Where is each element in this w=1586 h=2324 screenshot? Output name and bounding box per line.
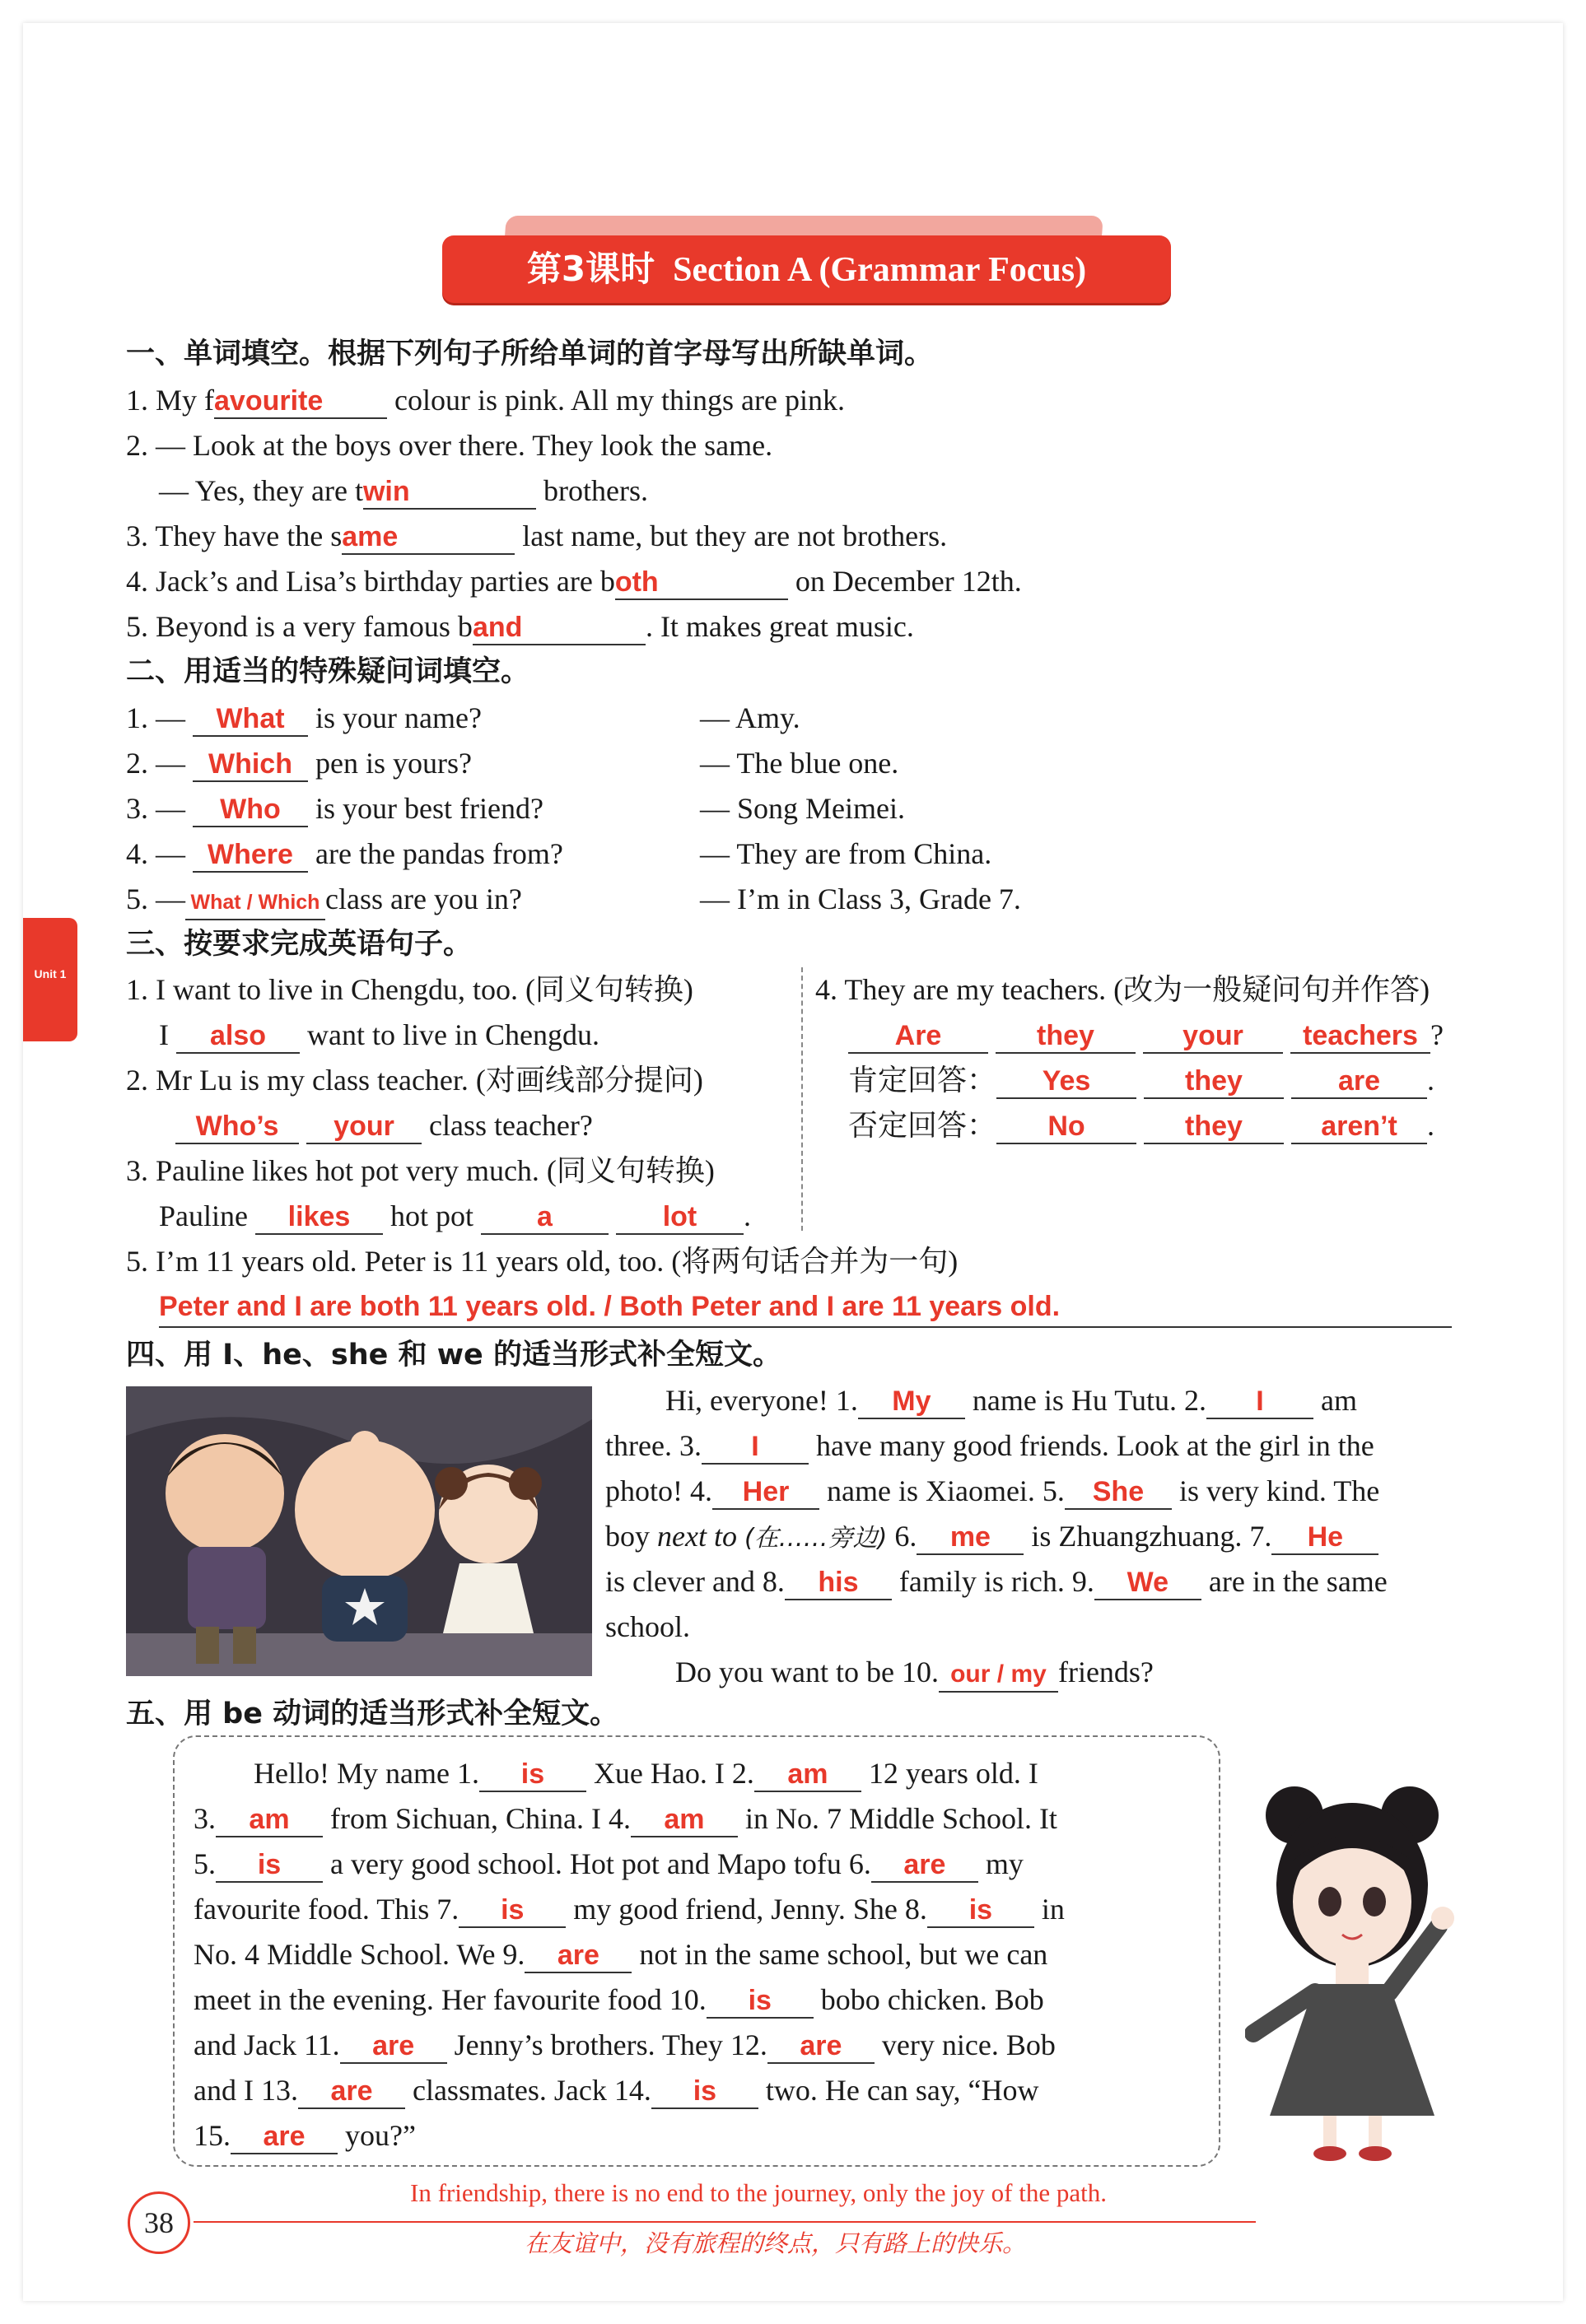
part4-heading: 四、用 I、he、she 和 we 的适当形式补全短文。	[126, 1339, 781, 1372]
p1-q2a: 2. — Look at the boys over there. They look the same.	[126, 429, 773, 462]
p5-line7: and Jack 11. are Jenny’s brothers. They 12. are very nice. Bob	[194, 2025, 1056, 2065]
answer: Where	[208, 839, 293, 870]
answer: they	[1185, 1111, 1243, 1142]
column-divider	[801, 967, 803, 1231]
answer: avourite	[214, 385, 324, 417]
p5-line6: meet in the evening. Her favourite food 10. is bobo chicken. Bob	[194, 1980, 1044, 2019]
answer: his	[818, 1567, 859, 1598]
p5-line4: favourite food. This 7. is my good friend, Jenny. She 8. is in	[194, 1889, 1065, 1929]
p5-line8: and I 13. are classmates. Jack 14. is two. He can say, “How	[194, 2070, 1038, 2110]
part5-heading: 五、用 be 动词的适当形式补全短文。	[126, 1698, 619, 1730]
answer: My	[892, 1386, 931, 1417]
p4-line2: three. 3. I have many good friends. Look at the girl in the	[605, 1426, 1374, 1465]
p3-q5: 5. I’m 11 years old. Peter is 11 years old, too. (将两句话合并为一句)	[126, 1245, 959, 1278]
p2-q2: 2. — Which pen is yours?	[126, 743, 472, 783]
title-banner	[442, 235, 1171, 303]
p5-line3: 5. is a very good school. Hot pot and Mapo tofu 6. are my	[194, 1844, 1024, 1884]
answer: your	[1183, 1020, 1243, 1051]
answer: Peter and I are both 11 years old. / Both Peter and I are 11 years old.	[159, 1291, 1061, 1322]
answer: lot	[662, 1201, 697, 1232]
answer: and	[472, 612, 523, 643]
answer: teachers	[1303, 1020, 1418, 1051]
page-number: 38	[128, 2191, 190, 2254]
p3-q1-answer: I also want to live in Chengdu.	[159, 1015, 599, 1055]
answer: are	[557, 1940, 599, 1971]
p2-a3: — Song Meimei.	[700, 792, 905, 825]
answer: are	[263, 2121, 306, 2152]
p3-q2-answer: Who’s your class teacher?	[175, 1106, 593, 1145]
p2-q1: 1. — What is your name?	[126, 698, 482, 738]
answer: Who’s	[195, 1111, 279, 1142]
cartoon-kids-image	[126, 1386, 592, 1676]
answer: No	[1047, 1111, 1085, 1142]
part3-heading: 三、按要求完成英语句子。	[126, 928, 473, 961]
answer: We	[1127, 1567, 1169, 1598]
answer: your	[334, 1111, 394, 1142]
p2-q5: 5. — What / Which class are you in?	[126, 879, 522, 920]
cartoon-kids-illustration	[126, 1386, 592, 1676]
p3-q4-question: Are they your teachers ?	[848, 1015, 1444, 1055]
lesson-title: 第3课时 Section A (Grammar Focus)	[526, 249, 1087, 289]
answer: am	[664, 1804, 705, 1835]
answer: they	[1037, 1020, 1094, 1051]
p1-q2b: — Yes, they are twin brothers.	[159, 471, 648, 510]
p3-q3: 3. Pauline likes hot pot very much. (同义句转换)	[126, 1154, 715, 1187]
p3-q3-answer: Pauline likes hot pot a lot .	[159, 1196, 751, 1236]
p5-line5: No. 4 Middle School. We 9. are not in the same school, but we can	[194, 1935, 1047, 1974]
p4-line3: photo! 4. Her name is Xiaomei. 5. She is very kind. The	[605, 1471, 1379, 1511]
p3-q5-answer-line	[159, 1286, 1452, 1328]
p2-q4: 4. — Where are the pandas from?	[126, 834, 563, 873]
p3-q2: 2. Mr Lu is my class teacher. (对画线部分提问)	[126, 1064, 703, 1097]
answer: Are	[894, 1020, 942, 1051]
answer: What / Which	[190, 891, 320, 914]
answer: Yes	[1042, 1065, 1091, 1097]
p2-a5: — I’m in Class 3, Grade 7.	[700, 883, 1021, 915]
answer: win	[362, 476, 410, 507]
answer: I	[751, 1431, 759, 1462]
answer: She	[1092, 1476, 1145, 1507]
unit-side-tab-label: Unit 1	[34, 967, 67, 980]
p4-line4: boy next to (在……旁边) 6. me is Zhuangzhuang. 7. He	[605, 1516, 1378, 1558]
answer: are	[1337, 1065, 1381, 1097]
footer-divider	[194, 2221, 1256, 2223]
answer: our / my	[950, 1660, 1047, 1688]
p3-q4: 4. They are my teachers. (改为一般疑问句并作答)	[815, 973, 1430, 1006]
p2-a4: — They are from China.	[700, 837, 992, 870]
footer-quote-en: In friendship, there is no end to the journey, only the joy of the path.	[410, 2178, 1107, 2207]
p1-q1: 1. My favourite colour is pink. All my things are pink.	[126, 380, 845, 420]
part2-heading: 二、用适当的特殊疑问词填空。	[126, 655, 530, 688]
answer: are	[330, 2075, 373, 2107]
answer: is	[693, 2075, 717, 2107]
answer: are	[800, 2030, 842, 2061]
p1-q5: 5. Beyond is a very famous band . It makes great music.	[126, 607, 914, 646]
p3-q1: 1. I want to live in Chengdu, too. (同义句转换)	[126, 973, 693, 1006]
p5-line2: 3. am from Sichuan, China. I 4. am in No. 7 Middle School. It	[194, 1799, 1057, 1838]
answer: Which	[208, 748, 292, 780]
answer: is	[748, 1985, 772, 2016]
answer: am	[249, 1804, 290, 1835]
answer: are	[903, 1849, 946, 1880]
answer: is	[501, 1894, 525, 1926]
answer: He	[1307, 1521, 1344, 1553]
answer: are	[372, 2030, 415, 2061]
p4-line7: Do you want to be 10. our / my friends?	[675, 1652, 1154, 1693]
answer: also	[209, 1020, 267, 1051]
answer: What	[216, 703, 285, 734]
answer: a	[537, 1201, 553, 1232]
p4-line6: school.	[605, 1610, 690, 1643]
p2-q3: 3. — Who is your best friend?	[126, 789, 543, 828]
unit-side-tab	[23, 918, 77, 1041]
part1-heading: 一、单词填空。根据下列句子所给单词的首字母写出所缺单词。	[126, 338, 934, 370]
p5-line9: 15. are you?”	[194, 2116, 416, 2155]
answer: I	[1256, 1386, 1264, 1417]
answer: oth	[614, 566, 659, 598]
answer: am	[787, 1758, 828, 1790]
answer: is	[257, 1849, 282, 1880]
p4-line5: is clever and 8. his family is rich. 9. We are in the same	[605, 1562, 1388, 1601]
p3-q4-positive: 肯定回答： Yes they are .	[848, 1064, 1435, 1097]
answer: aren’t	[1321, 1111, 1397, 1142]
footer-quote-cn: 在友谊中，没有旅程的终点，只有路上的快乐。	[525, 2229, 1027, 2257]
answer: me	[949, 1521, 991, 1553]
p1-q4: 4. Jack’s and Lisa’s birthday parties are both on December 12th.	[126, 561, 1022, 601]
p2-a1: — Amy.	[700, 701, 800, 734]
p5-line1: Hello! My name 1. is Xue Hao. I 2. am 12 years old. I	[254, 1753, 1038, 1793]
answer: likes	[287, 1201, 351, 1232]
p1-q3: 3. They have the same last name, but they are not brothers.	[126, 516, 947, 556]
answer: they	[1185, 1065, 1243, 1097]
answer: Who	[220, 794, 281, 825]
p4-line1: Hi, everyone! 1. My name is Hu Tutu. 2. I am	[665, 1381, 1357, 1420]
answer: ame	[342, 521, 399, 552]
answer: Her	[742, 1476, 790, 1507]
answer: is	[968, 1894, 993, 1926]
answer: is	[520, 1758, 545, 1790]
girl-illustration	[1245, 1770, 1459, 2165]
p3-q4-negative: 否定回答： No they aren’t .	[848, 1109, 1435, 1143]
p2-a2: — The blue one.	[700, 747, 899, 780]
